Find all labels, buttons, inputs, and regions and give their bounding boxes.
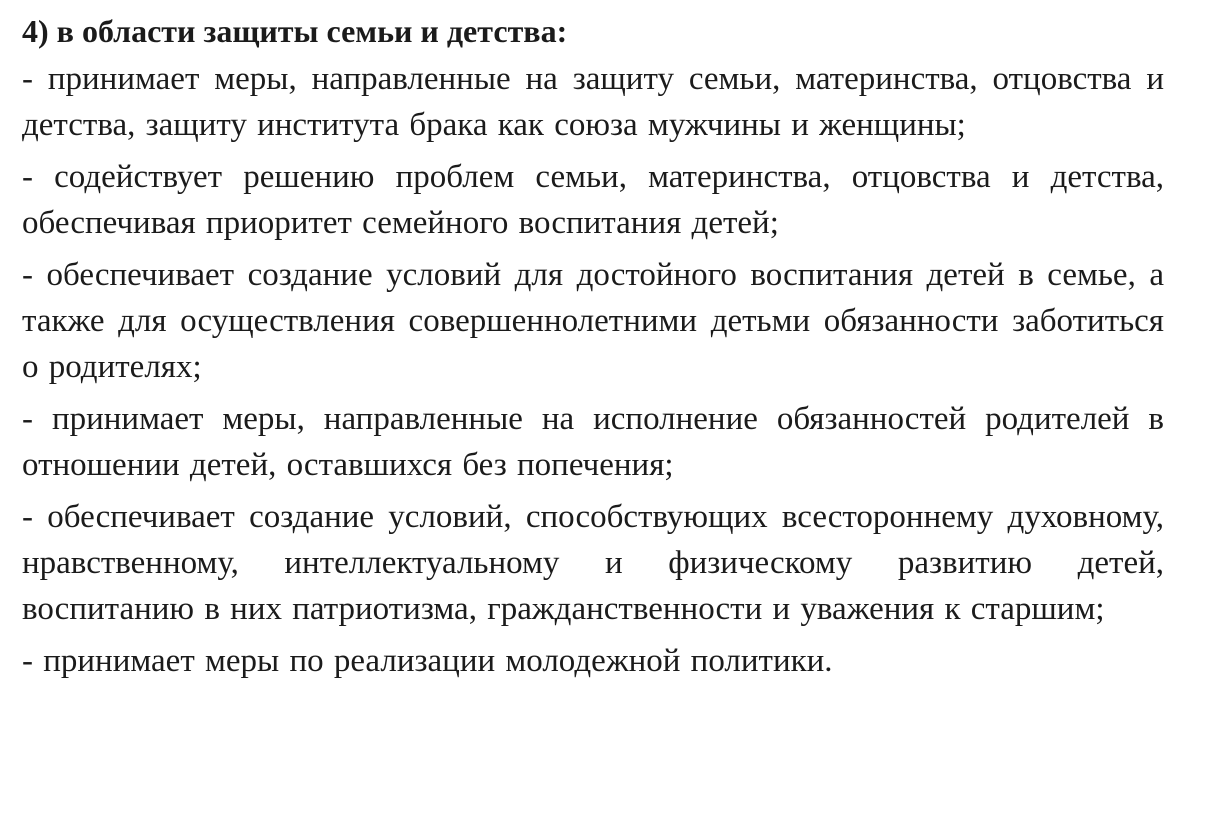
section-heading: 4) в области защиты семьи и детства: — [22, 13, 568, 49]
paragraph-child-development: - обеспечивает создание условий, способствующих всестороннему духовному, нравственному, интеллектуальному и физическому развитию детей, воспитанию в них патриотизма, гражданственности и уважения к старшим; — [22, 499, 1164, 627]
cropped-previous-line — [290, 0, 990, 2]
paragraph-protect-family: - принимает меры, направленные на защиту семьи, материнства, отцовства и детства, защиту института брака как союза мужчины и женщины; — [22, 61, 1164, 143]
paragraph-family-problems: - содействует решению проблем семьи, материнства, отцовства и детства, обеспечивая приоритет семейного воспитания детей; — [22, 159, 1164, 241]
paragraph-upbringing-conditions: - обеспечивает создание условий для достойного воспитания детей в семье, а также для осуществления совершеннолетними детьми обязанности заботиться о родителях; — [22, 257, 1164, 385]
document-body — [22, 8, 1164, 684]
paragraph-youth-policy: - принимает меры по реализации молодежной политики. — [22, 643, 833, 679]
paragraph-parental-duties: - принимает меры, направленные на исполнение обязанностей родителей в отношении детей, оставшихся без попечения; — [22, 401, 1164, 483]
